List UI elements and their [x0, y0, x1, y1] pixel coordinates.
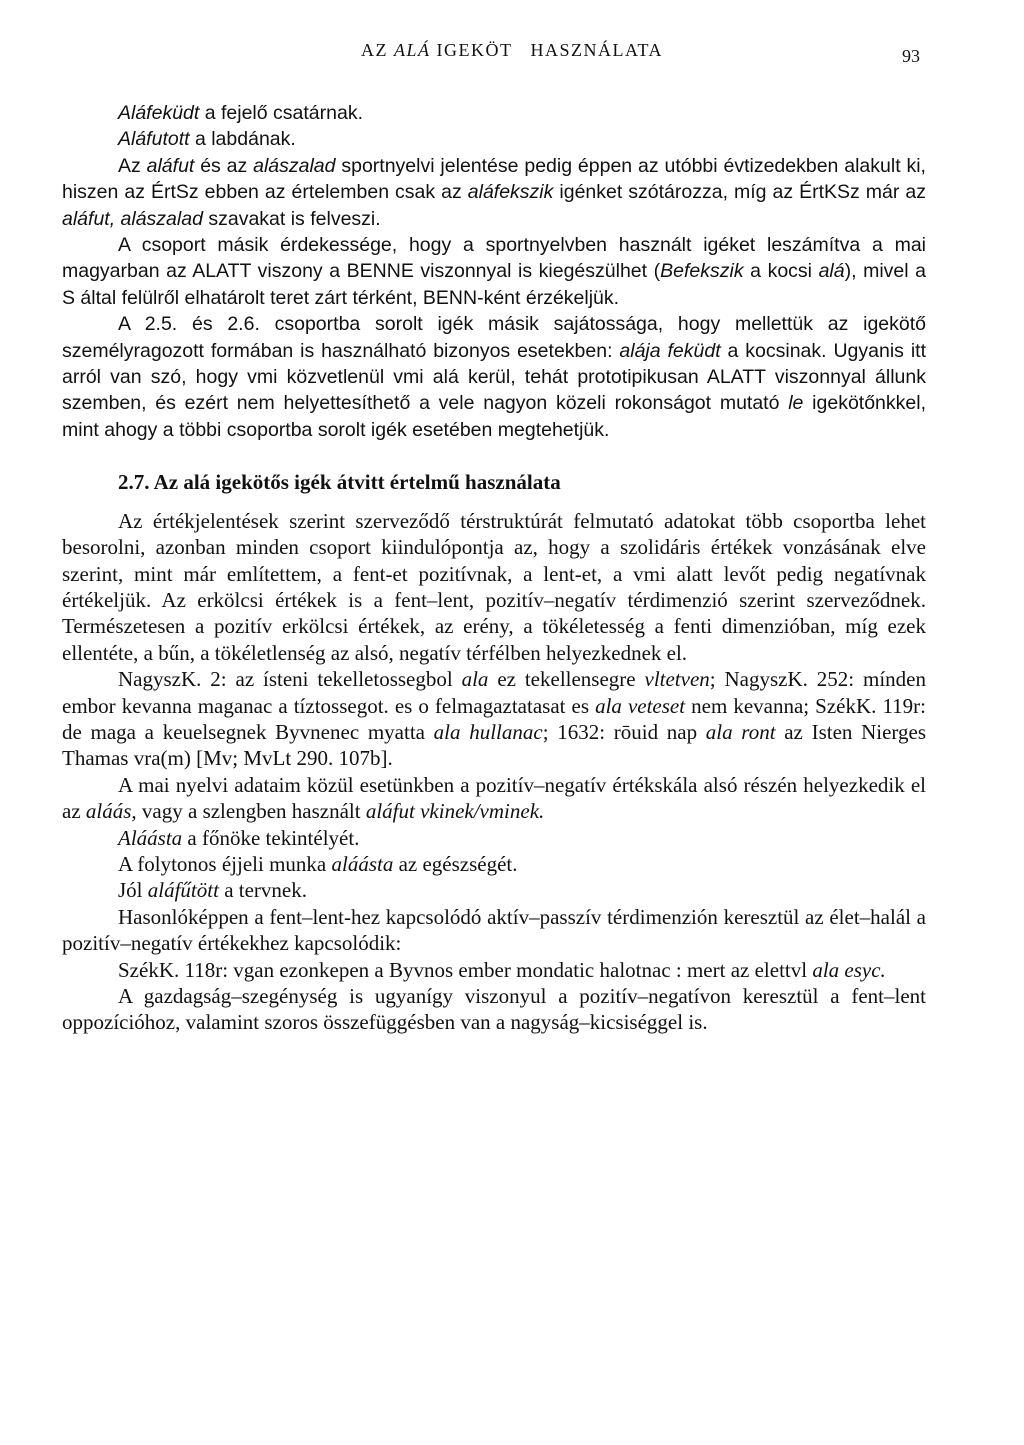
example-sentence-5: Jól aláfűtött a tervnek. [118, 878, 307, 903]
example-sentence-4: A folytonos éjjeli munka aláásta az egészségét. [118, 851, 518, 876]
example-sentence-3: Aláásta a főnöke tekintélyét. [118, 825, 360, 850]
body-text [62, 100, 926, 1036]
section-heading: 2.7. Az alá igekötős igék átvitt értelmű használata [118, 470, 561, 495]
example-sentence-2: Aláfutott a labdának. [118, 128, 296, 151]
historical-citation-szekk: SzékK. 118r: vgan ezonkepen a Byvnos ember mondatic halotnac : mert az elettvl ala esyc. [118, 957, 886, 982]
running-head-preverb: ALÁ [393, 40, 431, 60]
running-head [0, 40, 1024, 61]
paragraph-sportnyelvi: Az aláfut és az alászalad sportnyelvi jelentése pedig éppen az utóbbi évtizedekben alakult ki, hiszen az ÉrtSz ebben az értelemben csak az aláfekszik igénket szótározza, míg az ÉrtKSz már az aláfut, alászalad szavakat is felveszi. [62, 154, 926, 230]
historical-citations: NagyszK. 2: az ísteni tekelletossegbol ala ez tekellensegre vltetven; NagyszK. 252: mínden embor kevanna maganac a tíztossegot. es o felmagaztatasat es ala veteset nem kevanna; SzékK. 119r: de maga a keuelsegnek Byvnenec myatta ala hullanac; 1632: rōuid nap ala ront az Isten Nierges Thamas vra(m) [Mv; MvLt 290. 107b]. [62, 667, 927, 771]
paragraph-elet-halal: Hasonlóképpen a fent–lent-hez kapcsolódó aktív–passzív térdimenzión keresztül az élet–halál a pozitív–negatív értékekhez kapcsolódik: [62, 904, 926, 956]
running-head-word-hasznalata: HASZNÁLATA [530, 40, 664, 60]
paragraph-sajatossag: A 2.5. és 2.6. csoportba sorolt igék másik sajátossága, hogy mellettük az igekötő személyragozott formában is használható bizonyos esetekben: alája feküdt a kocsinak. Ugyanis itt arról van szó, hogy vmi közvetlenül vmi alá kerül, tehát prototipikusan ALATT viszonnyal állunk szemben, és ezért nem helyettesíthető a vele nagyon közeli rokonságot mutató le igekötőnkkel, mint ahogy a többi csoportba sorolt igék esetében megtehetjük. [62, 313, 926, 441]
paragraph-mai-nyelvi-adatok: A mai nyelvi adataim közül esetünkben a pozitív–negatív értékskála alsó részén helyezkedik el az aláás, vagy a szlengben használt aláfut vkinek/vminek. [62, 772, 926, 824]
paragraph-gazdagsag: A gazdagság–szegénység is ugyanígy viszonyul a pozitív–negatívon keresztül a fent–lent oppozícióhoz, valamint szoros összefüggésben van a nagyság–kicsiséggel is. [62, 984, 926, 1035]
example-sentence-1: Aláfeküdt a fejelő csatárnak. [118, 102, 363, 124]
running-head-word-igekot: IGEKÖT [436, 40, 513, 60]
paragraph-ertekjelentesek: Az értékjelentések szerint szerveződő térstruktúrát felmutató adatokat több csoportba lehet besorolni, azonban minden csoport kiindulópontja az, hogy a szolidáris értékek vonzásának elve szerint, mint már említettem, a fent-et pozitívnak, a lent-et, a vmi alatt levőt pedig negatívnak értékeljük. Az erkölcsi értékek is a fent–lent, pozitív–negatív térdimenzió szerint szerveződnek. Természetesen a pozitív erkölcsi értékek, az erény, a tökéletesség a fenti dimenzióban, míg ezek ellentéte, a bűn, a tökéletlenség az alsó, negatív térfélben helyezkednek el. [62, 508, 926, 665]
page-number: 93 [902, 46, 920, 66]
paragraph-csoport-erdekessege: A csoport másik érdekessége, hogy a sportnyelvben használt igéket leszámítva a mai magyarban az ALATT viszony a BENNE viszonnyal is kiegészülhet (Befekszik a kocsi alá), mivel a S által felülről elhatárolt teret zárt térként, BENN-ként érzékeljük. [62, 234, 927, 309]
running-head-article: AZ [360, 40, 388, 60]
